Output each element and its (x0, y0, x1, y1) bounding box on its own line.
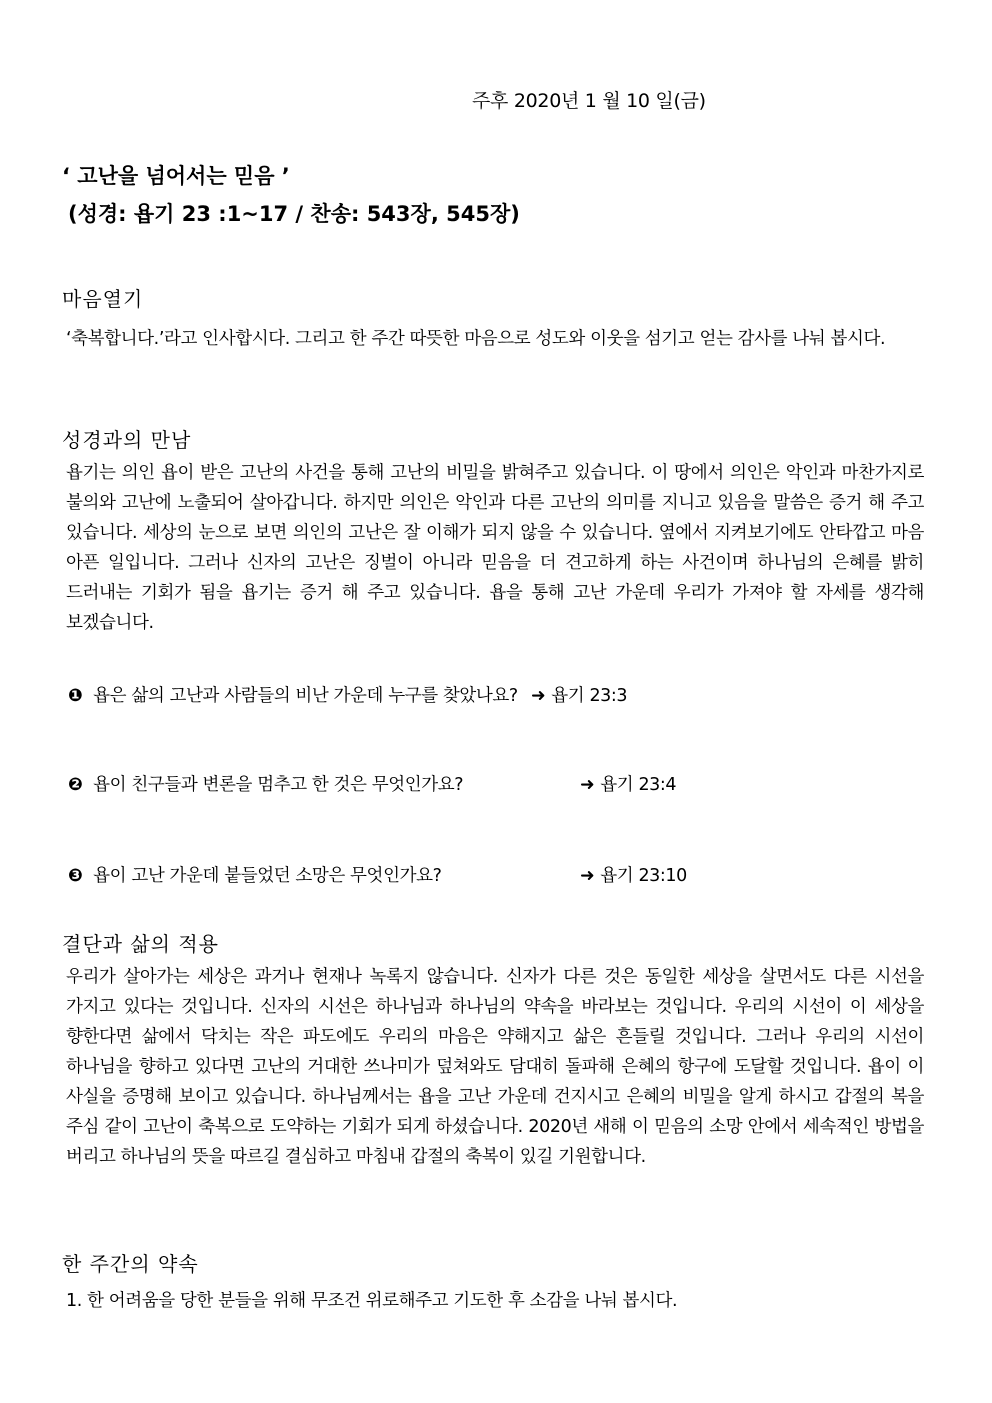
arrow-right-icon: ➜ (580, 775, 595, 795)
bible-reference: 욥기 23:3 (551, 686, 628, 706)
question-reference (531, 686, 627, 706)
opening-heading: 마음열기 (62, 287, 144, 311)
question-3 (68, 862, 687, 887)
question-text: 욥이 친구들과 변론을 멈추고 한 것은 무엇인가요? (93, 775, 464, 795)
sermon-date: 주후 2020년 1 월 10 일(금) (472, 90, 706, 112)
question-reference (580, 771, 676, 796)
application-heading: 결단과 삶의 적용 (62, 932, 219, 956)
sermon-subtitle: (성경: 욥기 23 :1~17 / 찬송: 543장, 545장) (68, 202, 520, 226)
sermon-title: ‘ 고난을 넘어서는 믿음 ’ (62, 164, 290, 188)
promise-heading: 한 주간의 약속 (62, 1252, 199, 1276)
arrow-right-icon: ➜ (531, 686, 546, 706)
bible-reference: 욥기 23:4 (600, 775, 677, 795)
opening-text: ‘축복합니다.’라고 인사합시다. 그리고 한 주간 따뜻한 마음으로 성도와 이웃을 섬기고 얻는 감사를 나눠 봅시다. (66, 329, 886, 349)
question-text: 욥이 고난 가운데 붙들었던 소망은 무엇인가요? (93, 866, 442, 886)
application-text: 우리가 살아가는 세상은 과거나 현재나 녹록지 않습니다. 신자가 다른 것은 동일한 세상을 살면서도 다른 시선을 가지고 있다는 것입니다. 신자의 시선은 하나님과 하나님의 약속을 바라보는 것입니다. 우리의 시선이 이 세상을 향한다면 삶에서 닥치는 작은 파도에도 우리의 마음은 약해지고 삶은 흔들릴 것입니다. 그러나 우리의 시선이 하나님을 향하고 있다면 고난의 거대한 쓰나미가 덮쳐와도 담대히 돌파해 은혜의 항구에 도달할 것입니다. 욥이 이 사실을 증명해 보이고 있습니다. 하나님께서는 욥을 고난 가운데 건지시고 은혜의 비밀을 알게 하시고 갑절의 복을 주심 같이 고난이 축복으로 도약하는 기회가 되게 하셨습니다. 2020년 새해 이 믿음의 소망 안에서 세속적인 방법을 버리고 하나님의 뜻을 따르길 결심하고 마침내 갑절의 축복이 있길 기원합니다. (66, 967, 924, 1167)
question-number-3-icon: ❸ (68, 866, 83, 886)
bible-text: 욥기는 의인 욥이 받은 고난의 사건을 통해 고난의 비밀을 밝혀주고 있습니다. 이 땅에서 의인은 악인과 마찬가지로 불의와 고난에 노출되어 살아갑니다. 하지만 의인은 악인과 다른 고난의 의미를 지니고 있음을 말씀은 증거 해 주고 있습니다. 세상의 눈으로 보면 의인의 고난은 잘 이해가 되지 않을 수 있습니다. 옆에서 지켜보기에도 안타깝고 마음 아픈 일입니다. 그러나 신자의 고난은 징벌이 아니라 믿음을 더 견고하게 하는 사건이며 하나님의 은혜를 밝히 드러내는 기회가 됨을 욥기는 증거 해 주고 있습니다. 욥을 통해 고난 가운데 우리가 가져야 할 자세를 생각해 보겠습니다. (66, 463, 924, 633)
question-number-2-icon: ❷ (68, 775, 83, 795)
promise-text: 1. 한 어려움을 당한 분들을 위해 무조건 위로해주고 기도한 후 소감을 나눠 봅시다. (66, 1291, 678, 1311)
question-1 (68, 682, 627, 707)
question-number-1-icon: ❶ (68, 686, 83, 706)
bible-heading: 성경과의 만남 (62, 428, 192, 452)
question-reference (580, 862, 687, 887)
bible-reference: 욥기 23:10 (600, 866, 687, 886)
arrow-right-icon: ➜ (580, 866, 595, 886)
question-text: 욥은 삶의 고난과 사람들의 비난 가운데 누구를 찾았나요? (93, 686, 518, 706)
question-2 (68, 771, 677, 796)
